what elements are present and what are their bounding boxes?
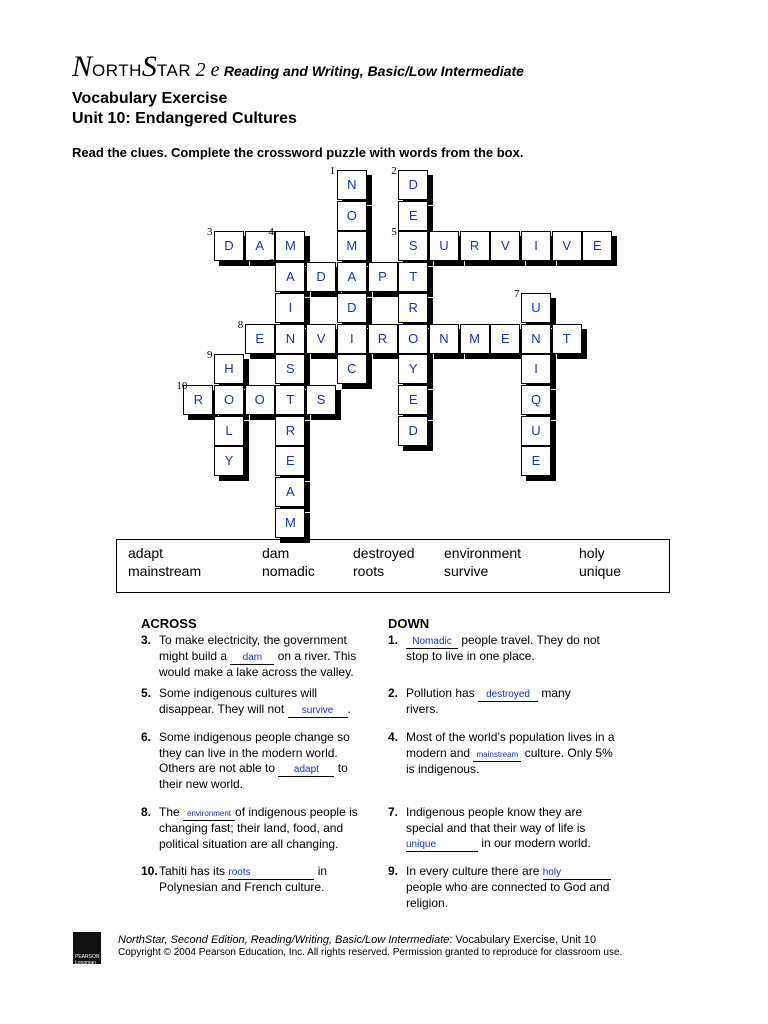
cell-letter: D [224,238,234,254]
cell-label [207,226,244,261]
cell-letter: N [439,330,449,346]
answer-roots[interactable]: roots [228,867,314,880]
word-nomadic: nomadic [262,563,315,579]
cell-number: 1 [329,165,336,177]
cell-letter: D [408,177,418,192]
cell-label [460,231,490,261]
cell-letter: Y [224,453,234,469]
header-subtitle: Reading and Writing, Basic/Low Intermediate [223,63,524,79]
cell-label [398,354,428,384]
cell-letter: S [316,391,326,407]
cell-letter: A [286,484,295,499]
cell-letter: D [408,422,418,438]
word-adapt: adapt [128,545,164,561]
across-clue-3: 3. To make electricity, the government might build a dam on a river. This would make a lake across the valley. [141,633,357,679]
brand-s: S [141,50,157,83]
cell-label [337,231,367,261]
cell-letter: I [534,238,538,254]
cell-label [337,324,367,354]
cell-letter: A [347,269,357,285]
cell-letter: U [439,238,449,254]
cell-label [337,354,367,384]
cell-label [275,385,305,415]
cell-label [582,231,612,261]
across-clue-8: 8. The environment of indigenous people is changing fast; their land, food, and political situation are all changing. [141,805,358,851]
cell-label [275,477,305,507]
publisher-logo: PEARSON Longman [73,932,101,964]
answer-dam[interactable]: dam [230,652,274,665]
word-box [116,539,670,593]
cell-letter: E [286,453,295,469]
cell-letter: S [286,361,295,377]
cell-label [398,262,428,292]
cell-letter: M [346,238,358,254]
cell-label [521,231,551,261]
cell-letter: C [347,361,357,377]
cell-letter: E [408,207,418,223]
cell-letter: E [531,453,541,469]
word-dam: dam [262,545,290,561]
cell-letter: T [409,269,418,285]
cell-label [337,262,367,292]
cell-letter: O [254,391,265,407]
brand-edition: 2 e [195,59,220,81]
across-clue-10: 10. Tahiti has its roots in Polynesian and French culture. [141,864,328,894]
cell-label [391,165,428,200]
cell-letter: Q [530,391,542,407]
cell-letter: N [285,330,296,346]
down-clue-9: 9. In every culture there are holy people who are connected to God and religion. [388,864,610,910]
cell-label [521,354,551,384]
cell-letter: V [500,238,510,254]
cell-letter: M [284,238,296,254]
cell-letter: I [534,361,538,377]
across-clue-6: 6. Some indigenous people change so they can live in the modern world. Others are not able to adapt to their new world. [141,730,350,791]
cell-number: 10 [176,379,188,392]
cell-letter: T [286,391,295,407]
cell-label [429,324,459,354]
cell-number: 9 [207,349,213,362]
cell-label [398,293,428,323]
cell-label [275,508,305,538]
cell-letter: N [531,330,541,346]
cell-label [268,226,305,261]
cell-label [514,287,551,323]
cell-label [275,324,305,354]
cell-letter: E [593,238,602,254]
cell-letter: N [347,177,357,192]
cell-letter: E [500,330,510,346]
cell-letter: M [284,514,296,530]
word-environment: environment [444,545,522,561]
cell-letter: R [377,330,388,346]
cell-label [521,324,551,354]
cell-label [275,354,305,384]
cell-letter: U [531,299,541,315]
instructions: Read the clues. Complete the crossword puzzle with words from the box. [72,145,524,160]
brand-tar: TAR [156,61,192,80]
cell-letter: E [408,391,418,407]
down-heading: DOWN [388,616,430,631]
answer-destroyed[interactable]: destroyed [478,689,538,702]
answer-survive[interactable]: survive [288,705,348,718]
down-clue-4: 4. Most of the world’s population lives in a modern and mainstream culture. Only 5% is indigenous. [388,730,615,776]
cell-label [521,446,551,476]
cell-label [306,262,336,292]
cell-letter: V [316,330,326,346]
crossword-grid [176,165,614,540]
cell-letter: T [562,330,571,346]
word-holy: holy [579,545,605,561]
cell-letter: P [378,269,387,285]
cell-letter: I [288,299,293,315]
cell-label [490,324,520,354]
cell-letter: O [223,391,235,407]
cell-label [398,324,428,354]
cell-label [275,416,305,446]
cell-label [245,385,275,415]
word-destroyed: destroyed [353,545,415,561]
answer-mainstream[interactable]: mainstream [473,749,521,762]
cell-number: 7 [514,287,520,300]
down-clue-7: 7. Indigenous people know they are special and that their way of life is unique in our modern world. [388,805,591,850]
cell-letter: R [469,238,480,254]
cell-label [521,385,551,415]
footer-copyright: Copyright © 2004 Pearson Education, Inc. All rights reserved. Permission granted to reproduce for classroom use. [118,947,623,958]
cell-number: 5 [391,226,397,239]
cell-number: 3 [207,226,213,239]
cell-label [275,293,305,323]
down-clue-1: 1. Nomadic people travel. They do not stop to live in one place. [388,633,600,663]
cell-letter: R [408,299,418,315]
cell-label [521,416,551,446]
cell-letter: Y [408,361,418,377]
cell-label [460,324,490,354]
cell-label [214,416,244,446]
cell-label [214,385,244,415]
cell-label [391,226,428,261]
word-survive: survive [444,563,489,579]
cell-letter: M [469,330,481,346]
cell-letter: S [408,238,418,254]
cell-label [268,257,305,292]
cell-letter: A [286,269,295,285]
down-clue-2: 2. Pollution has destroyed many rivers. [388,686,571,716]
cell-number: 2 [391,165,397,177]
cell-label [552,231,582,261]
brand-header [72,50,524,84]
cell-letter: D [347,299,357,315]
cell-label [329,165,367,200]
cell-label [398,385,428,415]
cell-letter: R [193,391,203,407]
across-clue-5: 5. Some indigenous cultures will disappear. They will not survive . [141,686,351,716]
brand-n: N [72,50,93,83]
answer-unique[interactable]: unique [406,839,478,852]
answer-adapt[interactable]: adapt [278,764,334,777]
cell-label [337,201,367,231]
answer-environment[interactable]: environment [183,808,235,821]
exercise-title: Vocabulary Exercise [72,90,228,107]
word-unique: unique [579,563,622,579]
cell-number: 8 [237,318,244,331]
cell-label [207,349,244,384]
cell-label [237,318,275,354]
across-heading: ACROSS [141,616,197,631]
cell-letter: E [255,330,265,346]
cell-label [337,293,367,323]
cell-label [429,231,459,261]
cell-label [214,446,244,476]
answer-nomadic[interactable]: Nomadic [406,636,458,649]
cell-label [398,416,428,446]
cell-number: 6 [268,257,274,270]
cell-label [306,324,336,354]
cell-label [306,385,336,415]
cell-number: 4 [268,226,274,239]
cell-label [552,324,582,354]
cell-label [398,201,428,231]
cell-letter: O [408,330,419,346]
cell-label [176,379,213,415]
cell-letter: V [562,238,572,254]
cell-letter: H [224,361,234,377]
cell-letter: R [285,422,296,438]
cell-letter: U [531,422,541,438]
cell-label [490,231,520,261]
answer-holy[interactable]: holy [543,867,611,880]
cell-label [275,446,305,476]
cell-letter: A [255,238,265,254]
cell-letter: D [316,269,326,285]
unit-title: Unit 10: Endangered Cultures [72,110,297,127]
brand-orth: ORTH [92,61,142,80]
cell-label [368,324,398,354]
cell-label [368,262,398,292]
cell-letter: L [225,422,233,438]
word-mainstream: mainstream [128,563,202,579]
cell-letter: I [349,330,354,346]
word-roots: roots [353,563,385,579]
footer-citation: NorthStar, Second Edition, Reading/Writing, Basic/Low Intermediate: Vocabulary Exercise, Unit 10 [118,934,597,946]
cell-letter: O [346,207,357,223]
